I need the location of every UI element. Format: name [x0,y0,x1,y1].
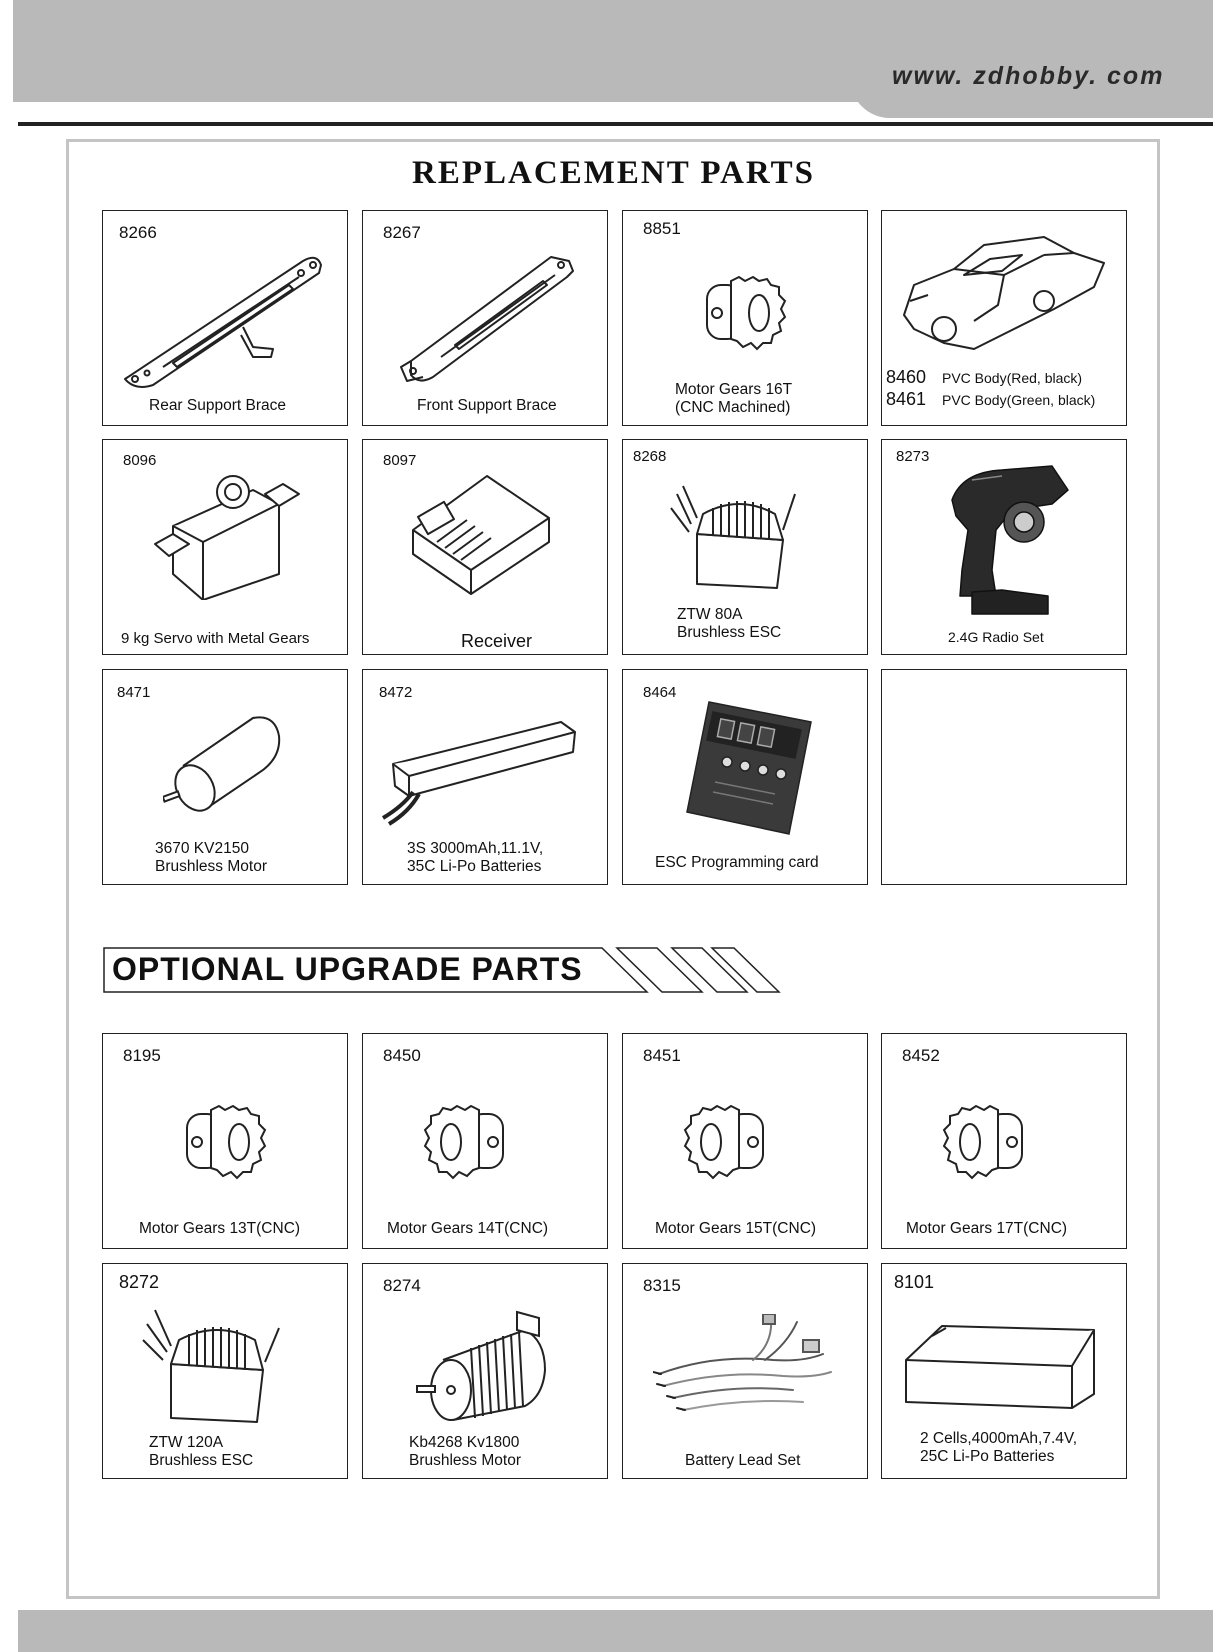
part-label-line2: 25C Li-Po Batteries [920,1448,1055,1465]
part-label: 9 kg Servo with Metal Gears [121,630,310,647]
part-label: Battery Lead Set [685,1452,801,1469]
part-card-8097 [362,439,608,655]
part-code: 8851 [643,219,681,238]
part-card-8472 [362,669,608,885]
part-code: 8315 [643,1276,681,1295]
part-code: 8471 [117,684,151,701]
motor-gear-icon [419,1102,509,1182]
part-label: ESC Programming card [655,854,819,871]
programming-card-icon [685,700,815,836]
part-card-8851 [622,210,868,426]
part-label: Motor Gears 15T(CNC) [655,1220,817,1237]
motor-gear-icon [938,1102,1028,1182]
part-label-line1: Kb4268 Kv1800 [409,1434,520,1451]
part-code: 8097 [383,452,417,469]
part-card-8266 [102,210,348,426]
part-card-8273 [881,439,1127,655]
part-card-8195 [102,1033,348,1249]
part-label-line1: 3670 KV2150 [155,840,249,857]
part-code: 8267 [383,223,421,242]
part-code: 8460 [886,367,927,387]
part-card-8272 [102,1263,348,1479]
front-support-brace-icon [383,239,593,389]
part-code: 8272 [119,1272,160,1292]
truck-body-icon [894,225,1116,355]
radio-transmitter-icon [942,460,1082,620]
upgrade-parts-title: OPTIONAL UPGRADE PARTS [112,951,583,987]
part-label: Front Support Brace [417,397,557,414]
part-code: 8450 [383,1046,421,1065]
part-label-line2: Brushless ESC [677,624,782,641]
motor-gear-icon [181,1102,271,1182]
part-card-8096 [102,439,348,655]
motor-gear-icon [701,273,791,353]
battery-icon [373,720,599,840]
replacement-parts-title: REPLACEMENT PARTS [412,155,815,191]
part-card-8464 [622,669,868,885]
part-label-line1: 2 Cells,4000mAh,7.4V, [920,1430,1078,1447]
esc-icon [667,484,807,594]
part-code: 8274 [383,1276,421,1295]
part-card-8452 [881,1033,1127,1249]
part-code: 8472 [379,684,413,701]
part-label-line1: ZTW 120A [149,1434,224,1451]
footer-band [18,1610,1213,1652]
part-code: 8452 [902,1046,940,1065]
part-code: 8101 [894,1272,935,1292]
part-label: Motor Gears 17T(CNC) [906,1220,1068,1237]
battery-lead-set-icon [653,1314,843,1424]
part-label: PVC Body(Green, black) [942,392,1096,408]
header-divider [18,122,1213,126]
servo-icon [153,470,303,600]
battery-pack-icon [902,1320,1102,1410]
part-label-line2: (CNC Machined) [675,399,791,416]
motor-gear-icon [679,1102,769,1182]
part-label: Motor Gears 14T(CNC) [387,1220,549,1237]
part-label: Motor Gears 13T(CNC) [139,1220,301,1237]
receiver-icon [407,470,557,600]
part-card-8274 [362,1263,608,1479]
part-label-line1: Motor Gears 16T [675,381,793,398]
part-card-8101 [881,1263,1127,1479]
header-tab [850,0,1213,118]
part-code: 8464 [643,684,677,701]
motor-icon [163,706,293,816]
motor-icon [413,1310,563,1430]
site-url[interactable]: www. zdhobby. com [892,62,1165,90]
rear-support-brace-icon [113,239,339,389]
part-label-line1: ZTW 80A [677,606,743,623]
esc-icon [141,1308,291,1428]
part-label: Receiver [461,631,533,651]
part-card-8471 [102,669,348,885]
part-code: 8096 [123,452,157,469]
part-code: 8268 [633,448,667,465]
part-code: 8273 [896,448,930,465]
part-label-line2: Brushless Motor [409,1452,521,1469]
part-card-8450 [362,1033,608,1249]
part-card-8451 [622,1033,868,1249]
part-card-8267 [362,210,608,426]
part-label: 2.4G Radio Set [948,629,1044,645]
part-card-8460-8461 [881,210,1127,426]
part-label-line2: Brushless ESC [149,1452,254,1469]
part-code: 8461 [886,389,927,409]
part-label: Rear Support Brace [149,397,286,414]
part-label: PVC Body(Red, black) [942,370,1083,386]
part-code: 8195 [123,1046,161,1065]
part-card-8268 [622,439,868,655]
empty-part-card [881,669,1127,885]
part-code: 8451 [643,1046,681,1065]
part-label-line2: 35C Li-Po Batteries [407,858,542,875]
part-label-line2: Brushless Motor [155,858,267,875]
part-label-line1: 3S 3000mAh,11.1V, [407,840,544,857]
part-card-8315 [622,1263,868,1479]
part-code: 8266 [119,223,157,242]
